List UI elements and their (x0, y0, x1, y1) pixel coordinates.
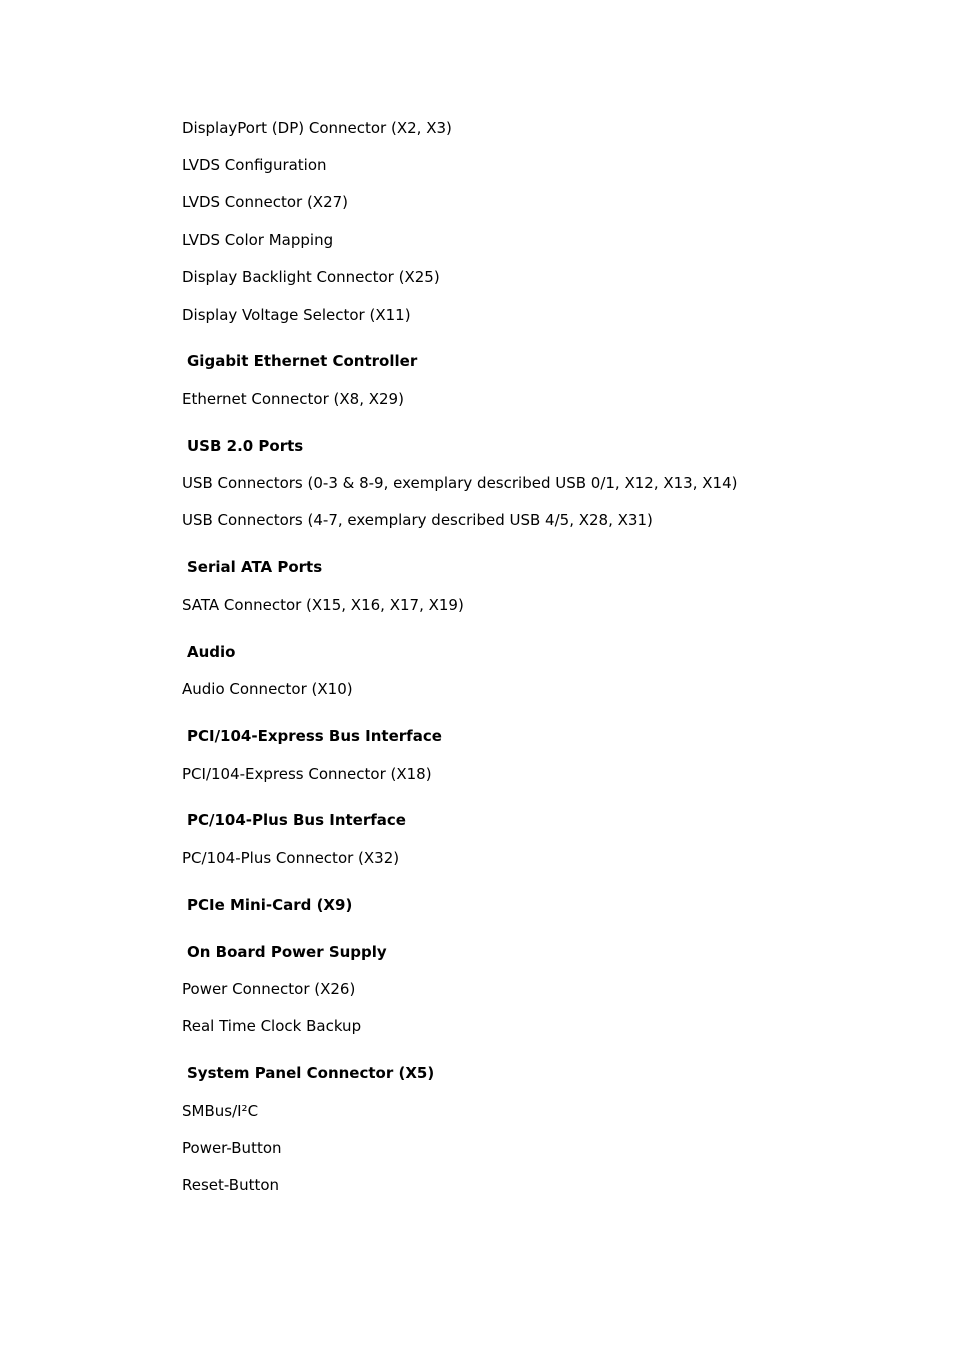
toc-item-power-connector: Power Connector (X26) (182, 980, 356, 998)
toc-item-usb-connectors-4-7: USB Connectors (4-7, exemplary described USB 4/5, X28, X31) (182, 511, 653, 529)
toc-item-display-voltage: Display Voltage Selector (X11) (182, 306, 411, 324)
toc-item-power-button: Power-Button (182, 1139, 282, 1157)
section-heading-pc104-plus: PC/104-Plus Bus Interface (187, 811, 406, 829)
toc-item-usb-connectors-0-3: USB Connectors (0-3 & 8-9, exemplary described USB 0/1, X12, X13, X14) (182, 474, 738, 492)
section-heading-usb-ports: USB 2.0 Ports (187, 437, 304, 455)
toc-item-displayport: DisplayPort (DP) Connector (X2, X3) (182, 119, 452, 137)
toc-item-lvds-connector: LVDS Connector (X27) (182, 193, 349, 211)
toc-item-rtc-backup: Real Time Clock Backup (182, 1017, 362, 1035)
toc-item-smbus-i2c: SMBus/I²C (182, 1102, 259, 1120)
section-heading-pci104-express: PCI/104-Express Bus Interface (187, 727, 442, 745)
section-heading-audio: Audio (187, 643, 236, 661)
section-heading-serial-ata: Serial ATA Ports (187, 558, 323, 576)
toc-item-lvds-color-mapping: LVDS Color Mapping (182, 231, 334, 249)
toc-item-pc104-plus-connector: PC/104-Plus Connector (X32) (182, 849, 400, 867)
section-heading-system-panel: System Panel Connector (X5) (187, 1064, 435, 1082)
toc-item-display-backlight: Display Backlight Connector (X25) (182, 268, 440, 286)
toc-item-reset-button: Reset-Button (182, 1176, 280, 1194)
section-heading-gigabit-ethernet: Gigabit Ethernet Controller (187, 352, 418, 370)
toc-item-pci104-express-connector: PCI/104-Express Connector (X18) (182, 765, 432, 783)
toc-item-ethernet-connector: Ethernet Connector (X8, X29) (182, 390, 404, 408)
toc-item-sata-connector: SATA Connector (X15, X16, X17, X19) (182, 596, 464, 614)
toc-item-audio-connector: Audio Connector (X10) (182, 680, 353, 698)
section-heading-power-supply: On Board Power Supply (187, 943, 387, 961)
toc-item-lvds-configuration: LVDS Configuration (182, 156, 327, 174)
section-heading-pcie-mini-card: PCIe Mini-Card (X9) (187, 896, 353, 914)
